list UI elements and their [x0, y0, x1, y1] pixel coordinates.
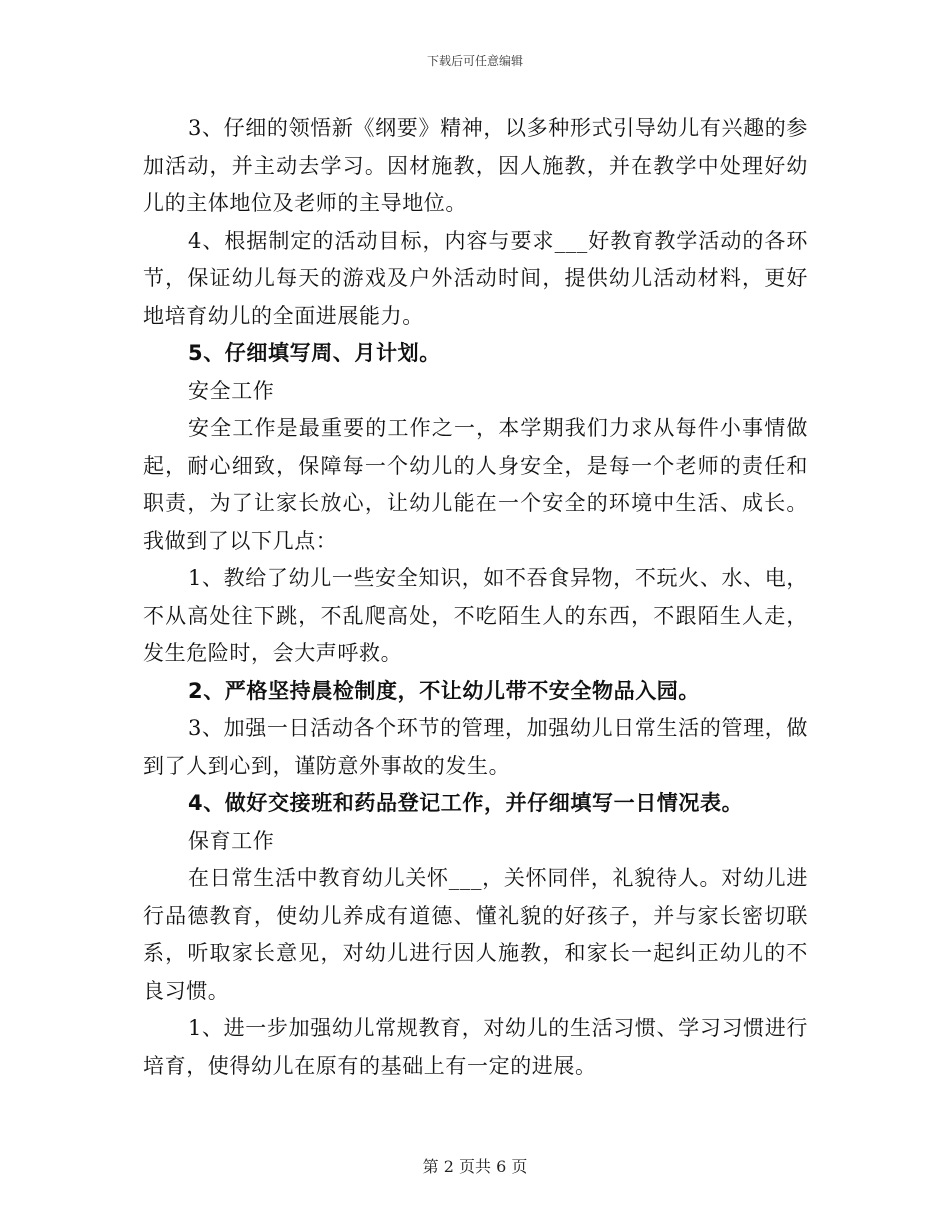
paragraph-care-intro: 在日常生活中教育幼儿关怀___，关怀同伴，礼貌待人。对幼儿进行品德教育，使幼儿养成有道德、懂礼貌的好孩子，并与家长密切联系，听取家长意见，对幼儿进行因人施教，和家长一起纠正幼儿的不良习惯。	[143, 866, 808, 1003]
page-footer: 第 2 页共 6 页	[422, 1157, 528, 1176]
paragraph-care-1: 1、进一步加强幼儿常规教育，对幼儿的生活习惯、学习习惯进行培育，使得幼儿在原有的基础上有一定的进展。	[143, 1016, 808, 1078]
paragraph-item-4: 4、根据制定的活动目标，内容与要求___好教育教学活动的各环节，保证幼儿每天的游戏及户外活动时间，提供幼儿活动材料，更好地培育幼儿的全面进展能力。	[143, 228, 808, 328]
paragraph-safety-4-bold: 4、做好交接班和药品登记工作，并仔细填写一日情况表。	[188, 791, 744, 815]
paragraph-item-5-bold: 5、仔细填写周、月计划。	[188, 341, 441, 365]
paragraph-safety-1: 1、教给了幼儿一些安全知识，如不吞食异物，不玩火、水、电，不从高处往下跳，不乱爬高处，不吃陌生人的东西，不跟陌生人走，发生危险时，会大声呼救。	[143, 566, 808, 665]
paragraph-safety-2-bold: 2、严格坚持晨检制度，不让幼儿带不安全物品入园。	[188, 678, 701, 703]
paragraph-safety-intro: 安全工作是最重要的工作之一，本学期我们力求从每件小事情做起，耐心细致，保障每一个幼儿的人身安全，是每一个老师的责任和职责，为了让家长放心，让幼儿能在一个安全的环境中生活、成长。我做到了以下几点：	[143, 416, 808, 553]
document-body	[143, 110, 808, 1085]
section-heading-care: 保育工作	[188, 828, 275, 853]
paragraph-item-3: 3、仔细的领悟新《纲要》精神，以多种形式引导幼儿有兴趣的参加活动，并主动去学习。因材施教，因人施教，并在教学中处理好幼儿的主体地位及老师的主导地位。	[143, 116, 808, 215]
page-header: 下载后可任意编辑	[426, 54, 523, 68]
section-heading-safety: 安全工作	[188, 378, 275, 403]
paragraph-safety-3: 3、加强一日活动各个环节的管理，加强幼儿日常生活的管理，做到了人到心到，谨防意外事故的发生。	[143, 716, 808, 778]
